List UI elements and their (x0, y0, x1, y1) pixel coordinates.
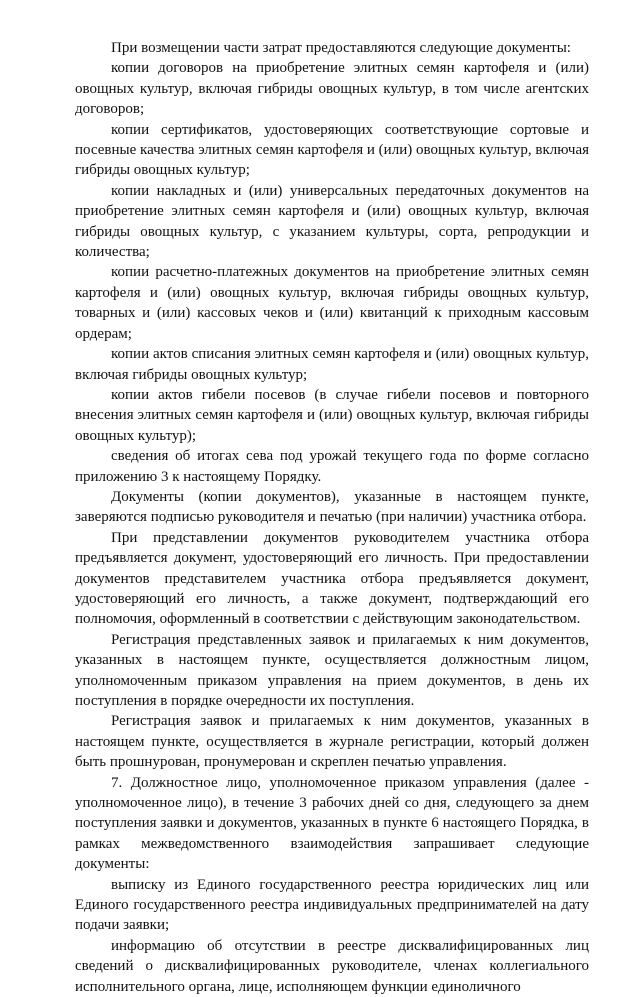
paragraph-registration: Регистрация представленных заявок и прилагаемых к ним документов, указанных в настоящем пункте, осуществляется должностным лицом, уполномоченным приказом управления на прием документов, в день их поступления в порядке очередности их поступления. (75, 631, 589, 709)
list-item-sowing-results: сведения об итогах сева под урожай текущего года по форме согласно приложению 3 к настоящему Порядку. (75, 448, 589, 485)
paragraph-section-7: 7. Должностное лицо, уполномоченное приказом управления (далее - уполномоченное лицо), в течение 3 рабочих дней со дня, следующего за днем поступления заявки и документов, указанных в пункте 6 настоящего Порядка, в рамках межведомственного взаимодействия запрашивает следующие документы: (75, 774, 589, 873)
list-item-registry-extract: выписку из Единого государственного реестра юридических лиц или Единого государственного реестра индивидуальных предпринимателей на дату подачи заявки; (75, 876, 589, 934)
paragraph-registration-journal: Регистрация заявок и прилагаемых к ним документов, указанных в настоящем пункте, осуществляется в журнале регистрации, который должен быть прошнурован, пронумерован и скреплен печатью управления. (75, 713, 589, 771)
paragraph-identity-documents: При представлении документов руководителем участника отбора предъявляется документ, удостоверяющий его личность. При предоставлении документов представителем участника отбора предъявляется документ, удостоверяющий его личность, а также документ, подтверждающий его полномочия, оформленный в соответствии с действующим законодательством. (75, 529, 589, 628)
list-item-invoices: копии накладных и (или) универсальных передаточных документов на приобретение элитных семян картофеля и (или) овощных культур, включая гибриды овощных культур, с указанием культуры, сорта, репродукции и количества; (75, 182, 589, 261)
list-item-disqualification-info: информацию об отсутствии в реестре дисквалифицированных лиц сведений о дисквалифицированных руководителе, членах коллегиального исполнительного органа, лице, исполняющем функции единоличного (75, 937, 589, 995)
list-item-write-off-acts: копии актов списания элитных семян картофеля и (или) овощных культур, включая гибриды овощных культур; (75, 346, 589, 383)
list-item-crop-loss-acts: копии актов гибели посевов (в случае гибели посевов и повторного внесения элитных семян картофеля и (или) овощных культур, включая гибриды овощных культур); (75, 386, 589, 444)
document-page (75, 38, 589, 997)
paragraph-documents-intro: При возмещении части затрат предоставляются следующие документы: (111, 40, 571, 56)
paragraph-certification: Документы (копии документов), указанные в настоящем пункте, заверяются подписью руководителя и печатью (при наличии) участника отбора. (75, 488, 589, 526)
list-item-certificates: копии сертификатов, удостоверяющих соответствующие сортовые и посевные качества элитных семян картофеля и (или) овощных культур, включая гибриды овощных культур; (75, 121, 589, 179)
list-item-contracts: копии договоров на приобретение элитных семян картофеля и (или) овощных культур, включая гибриды овощных культур, в том числе агентских договоров; (75, 60, 589, 118)
list-item-payment-documents: копии расчетно-платежных документов на приобретение элитных семян картофеля и (или) овощных культур, включая гибриды овощных культур, товарных и (или) кассовых чеков и (или) квитанций к приходным кассовым ордерам; (75, 264, 589, 342)
